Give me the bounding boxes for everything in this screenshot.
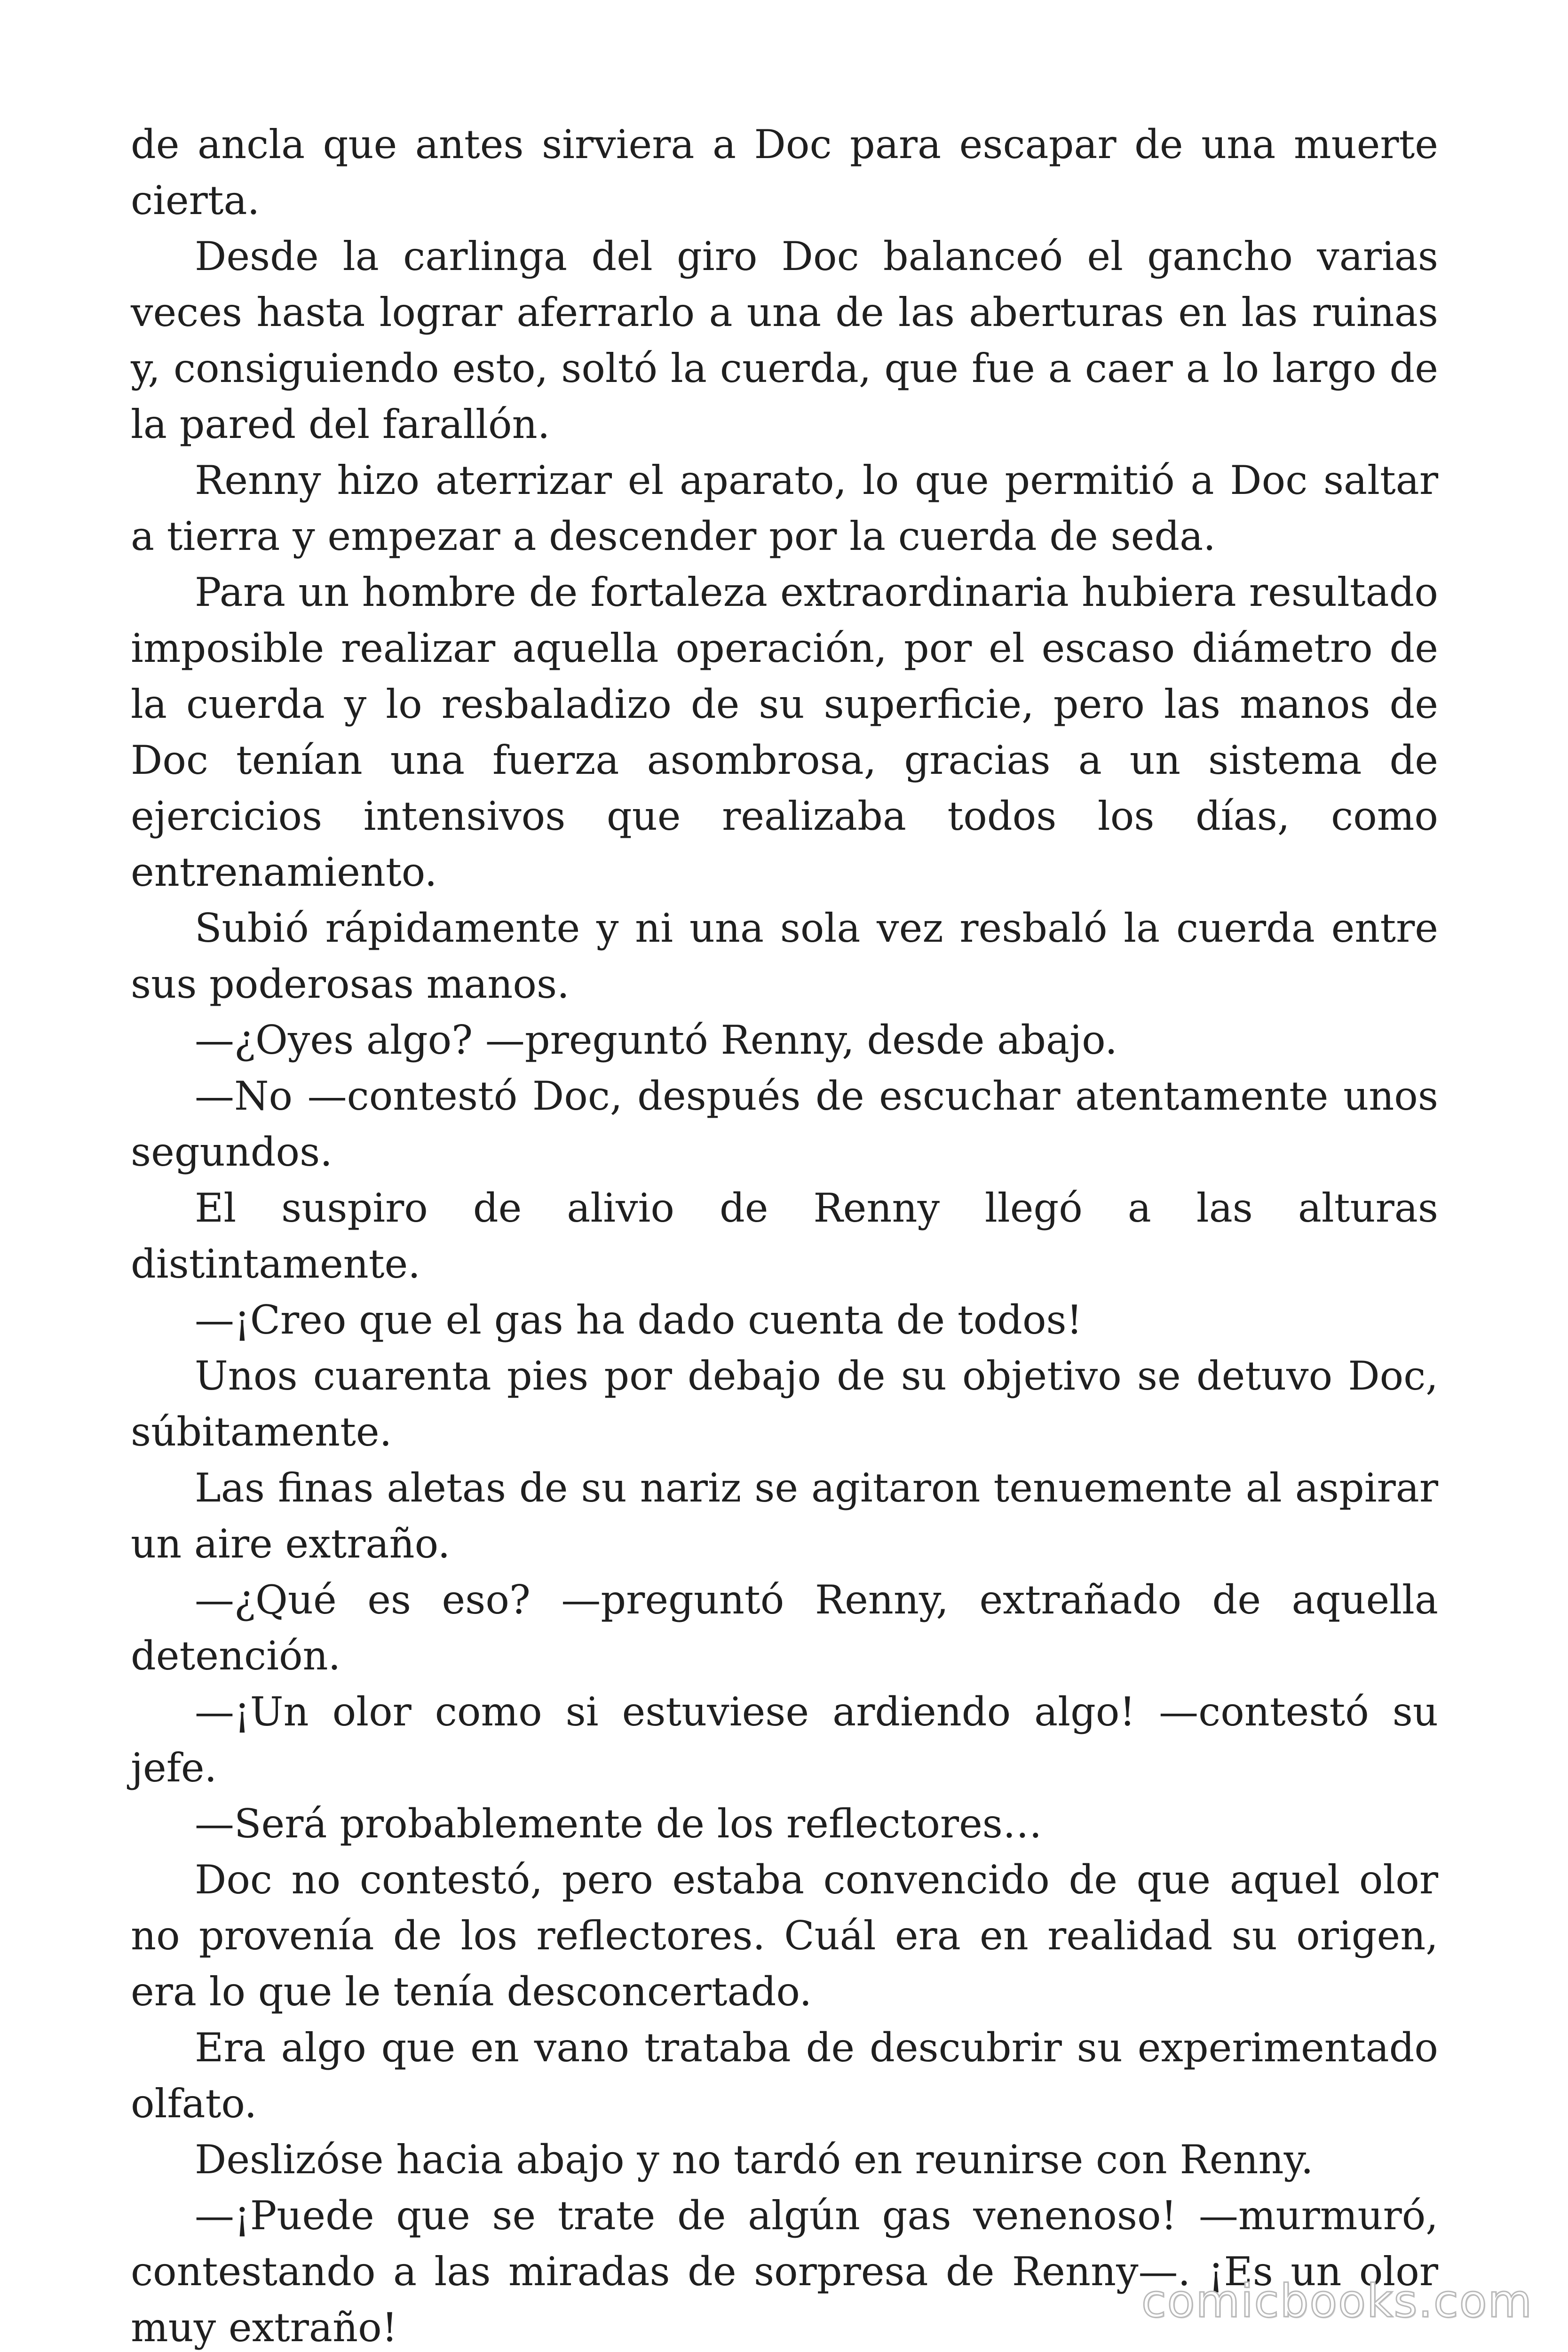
body-text xyxy=(131,117,1438,2352)
paragraph: Las finas aletas de su nariz se agitaron tenuemente al aspirar un aire extraño. xyxy=(131,1465,1438,1567)
paragraph: Doc no contestó, pero estaba convencido de que aquel olor no provenía de los reflectores. Cuál era en realidad su origen, era lo que le tenía desconcertado. xyxy=(131,1857,1438,2015)
paragraph: Renny hizo aterrizar el aparato, lo que permitió a Doc saltar a tierra y empezar a descender por la cuerda de seda. xyxy=(131,457,1438,559)
paragraph: Unos cuarenta pies por debajo de su objetivo se detuvo Doc, súbitamente. xyxy=(131,1353,1438,1455)
paragraph: —¿Oyes algo? —preguntó Renny, desde abajo. xyxy=(195,1017,1117,1063)
paragraph: —¡Puede que se trate de algún gas venenoso! —murmuró, contestando a las miradas de sorpresa de Renny—. ¡Es un olor muy extraño! xyxy=(131,2193,1438,2351)
paragraph: Subió rápidamente y ni una sola vez resbaló la cuerda entre sus poderosas manos. xyxy=(131,905,1438,1007)
paragraph: —¿Qué es eso? —preguntó Renny, extrañado de aquella detención. xyxy=(131,1577,1438,1679)
paragraph: de ancla que antes sirviera a Doc para escapar de una muerte cierta. xyxy=(131,121,1438,223)
paragraph: —¡Un olor como si estuviese ardiendo algo! —contestó su jefe. xyxy=(131,1689,1438,1791)
paragraph: Era algo que en vano trataba de descubrir su experimentado olfato. xyxy=(131,2025,1438,2127)
paragraph: Deslizóse hacia abajo y no tardó en reunirse con Renny. xyxy=(195,2137,1314,2183)
paragraph: —Será probablemente de los reflectores… xyxy=(195,1801,1042,1847)
paragraph: —No —contestó Doc, después de escuchar atentamente unos segundos. xyxy=(131,1073,1438,1175)
watermark: comicbooks.com xyxy=(1141,2275,1533,2328)
paragraph: —¡Creo que el gas ha dado cuenta de todos! xyxy=(195,1297,1083,1343)
paragraph: Desde la carlinga del giro Doc balanceó el gancho varias veces hasta lograr aferrarlo a una de las aberturas en las ruinas y, consiguiendo esto, soltó la cuerda, que fue a caer a lo largo de la pared del farallón. xyxy=(131,233,1438,447)
paragraph: El suspiro de alivio de Renny llegó a las alturas distintamente. xyxy=(131,1185,1438,1287)
paragraph: Para un hombre de fortaleza extraordinaria hubiera resultado imposible realizar aquella operación, por el escaso diámetro de la cuerda y lo resbaladizo de su superficie, pero las manos de Doc tenían una fuerza asombrosa, gracias a un sistema de ejercicios intensivos que realizaba todos los días, como entrenamiento. xyxy=(131,569,1438,895)
